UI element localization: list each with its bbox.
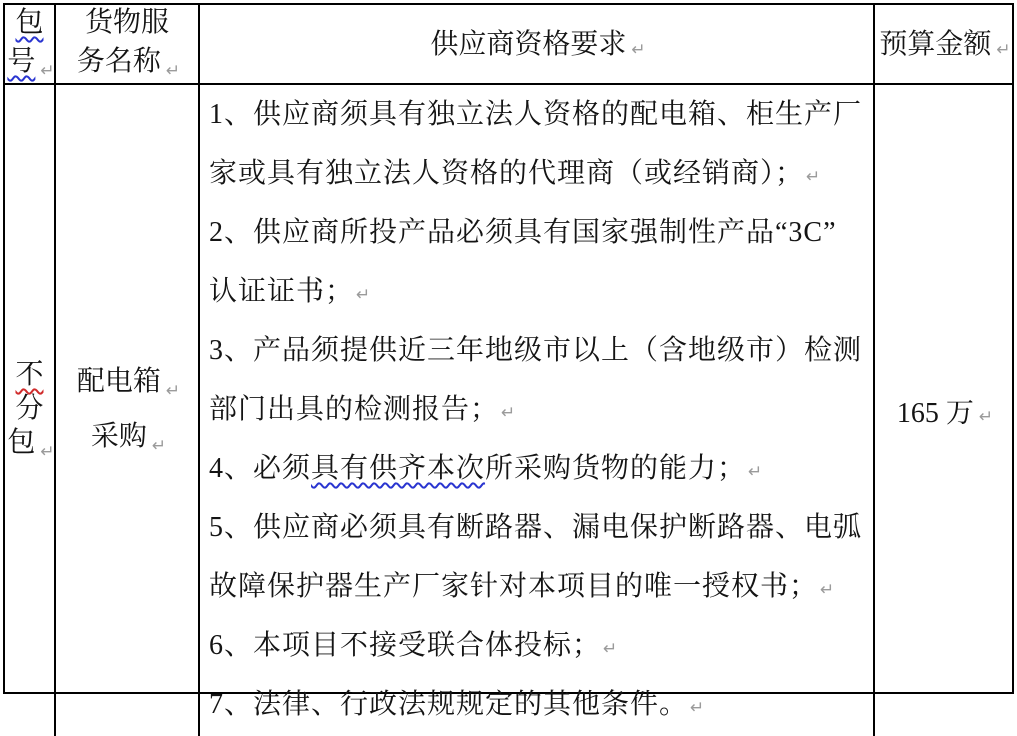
requirement-line: 认证证书； ↵ — [209, 276, 371, 307]
paragraph-mark-icon: ↵ — [978, 406, 994, 427]
header-budget-amount[interactable] — [875, 5, 1012, 85]
paragraph-mark-icon: ↵ — [40, 61, 55, 81]
header-goods-text: 务名称 — [76, 46, 161, 77]
header-package-char — [15, 3, 43, 42]
package-char: 包 $_↵$ — [7, 427, 55, 462]
package-char: 分 — [15, 393, 44, 424]
package-char — [15, 358, 43, 392]
paragraph-mark-icon: ↵ — [356, 285, 371, 305]
requirement-item-6 — [209, 618, 869, 677]
paragraph-mark-icon: ↵ — [631, 39, 646, 60]
spellcheck-underline: 具有供齐本次 — [311, 453, 486, 484]
paragraph-mark-icon: ↵ — [690, 698, 705, 718]
requirement-item-5 — [209, 500, 869, 618]
cell-budget-amount[interactable] — [875, 85, 1012, 736]
paragraph-mark-icon: ↵ — [603, 639, 618, 659]
requirement-line: 6、本项目不接受联合体投标； ↵ — [209, 630, 618, 661]
header-supplier-qualification[interactable] — [200, 5, 875, 85]
goods-name-line: 配电箱 $_↵$ — [76, 365, 181, 401]
budget-value: 165 万 — [896, 397, 974, 429]
requirement-line: 故障保护器生产厂家针对本项目的唯一授权书； ↵ — [209, 571, 835, 602]
paragraph-mark-icon: ↵ — [820, 580, 835, 600]
paragraph-mark-icon: ↵ — [40, 442, 55, 462]
paragraph-mark-icon: ↵ — [151, 435, 167, 456]
paragraph-mark-icon: ↵ — [748, 462, 763, 482]
paragraph-mark-icon: ↵ — [806, 167, 821, 187]
paragraph-mark-icon: ↵ — [165, 61, 181, 81]
requirement-line: 7、法律、行政法规规定的其他条件。 ↵ — [209, 689, 705, 720]
cell-goods-service-name[interactable] — [56, 85, 200, 736]
requirement-line: 3、产品须提供近三年地级市以上（含地级市）检测 — [209, 335, 863, 366]
header-qualification-text: 供应商资格要求 — [430, 28, 627, 60]
requirement-line: 4、必须具有供齐本次所采购货物的能力； ↵ — [209, 453, 763, 484]
header-goods-line — [76, 42, 181, 85]
header-goods-line — [85, 3, 169, 42]
requirement-line: 1、供应商须具有独立法人资格的配电箱、柜生产厂 — [209, 99, 863, 130]
requirement-item-2 — [209, 205, 869, 323]
requirement-item-3 — [209, 323, 869, 441]
spellcheck-underline: 包 — [15, 7, 44, 38]
spellcheck-underline: 号 — [7, 46, 36, 77]
requirement-line: 2、供应商所投产品必须具有国家强制性产品“3C” — [209, 217, 837, 248]
requirement-line: 部门出具的检测报告； ↵ — [209, 394, 516, 425]
header-package-char — [7, 42, 55, 85]
paragraph-mark-icon: ↵ — [501, 403, 516, 423]
cell-supplier-qualifications[interactable] — [200, 85, 875, 736]
header-package-number[interactable] — [5, 5, 56, 85]
procurement-table — [3, 3, 1014, 720]
requirement-item-4 — [209, 441, 869, 500]
requirement-line: 家或具有独立法人资格的代理商（或经销商）； ↵ — [209, 158, 821, 189]
header-goods-service-name[interactable] — [56, 5, 200, 85]
cell-package-number[interactable] — [5, 85, 56, 736]
requirement-item-7 — [209, 677, 869, 736]
goods-name-line: 采购 $_↵$ — [90, 420, 167, 456]
header-goods-text: 货物服 — [84, 7, 169, 38]
spellcheck-underline: 不 — [15, 359, 44, 390]
requirement-item-1 — [209, 87, 869, 205]
requirement-line: 5、供应商必须具有断路器、漏电保护断路器、电弧 — [209, 512, 863, 543]
paragraph-mark-icon: ↵ — [996, 39, 1011, 60]
paragraph-mark-icon: ↵ — [165, 380, 181, 401]
header-budget-text: 预算金额 — [879, 28, 992, 60]
